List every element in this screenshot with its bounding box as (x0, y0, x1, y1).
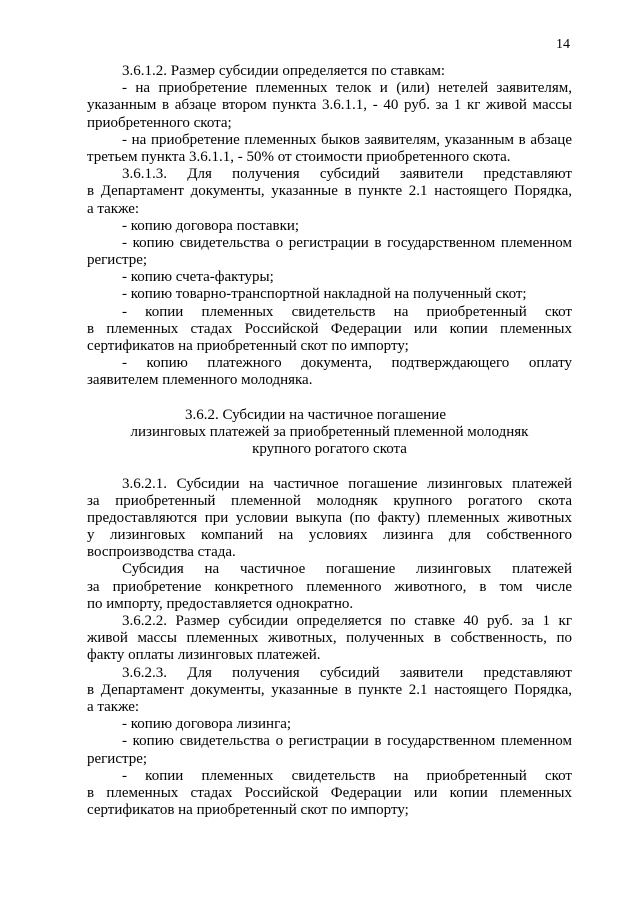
text-line: а также: (87, 200, 140, 217)
text-line: заявителем племенного молодняка. (87, 372, 313, 389)
clause-3-6-2-3 (87, 665, 572, 717)
document-item-leasing-contract (87, 716, 572, 733)
text-line: 3.6.2.2. Размер субсидии определяется по ставке 40 руб. за 1 кг (122, 613, 572, 629)
text-line: - копию товарно-транспортной накладной на полученный скот; (122, 286, 527, 303)
text-line: за приобретение конкретного племенного животного, в том числе (87, 578, 572, 595)
document-body (87, 63, 572, 819)
text-line: третьем пункта 3.6.1.1, - 50% от стоимости приобретенного скота. (87, 148, 511, 165)
rate-item-heifers (87, 80, 572, 132)
text-line: - копию договора поставки; (122, 217, 300, 234)
document-item-invoice (87, 269, 572, 286)
blank-line (87, 390, 572, 407)
text-line: живой массы племенных животных, полученных в собственность, по (87, 630, 572, 647)
text-line: 3.6.2.1. Субсидии на частичное погашение лизинговых платежей (122, 475, 572, 492)
text-line: - копию платежного документа, подтверждающего оплату (122, 355, 572, 372)
text-line: - копию счета-фактуры; (122, 269, 274, 286)
clause-3-6-2-1-one-time-subsidy (87, 561, 572, 613)
text-line: - копию свидетельства о регистрации в государственном племенном (122, 234, 572, 251)
page-number: 14 (556, 37, 570, 52)
text-line: - на приобретение племенных телок и (или) нетелей заявителям, (122, 80, 572, 97)
clause-3-6-1-2 (87, 63, 572, 80)
clause-3-6-2-2 (87, 613, 572, 665)
rate-item-bulls (87, 132, 572, 166)
text-line: по импорту, предоставляется однократно. (87, 595, 354, 612)
document-item-payment-document (87, 355, 572, 389)
text-line: - копии племенных свидетельств на приобретенный скот (122, 303, 572, 320)
document-item-supply-contract (87, 218, 572, 235)
text-line: - копии племенных свидетельств на приобретенный скот (122, 767, 572, 784)
text-line: 3.6.2.3. Для получения субсидий заявители представляют (122, 664, 572, 681)
text-line: за приобретенный племенной молодняк крупного рогатого скота (87, 492, 572, 509)
text-line: 3.6.1.2. Размер субсидии определяется по ставкам: (122, 63, 446, 79)
text-line: регистре; (87, 252, 148, 269)
text-line: в племенных стадах Российской Федерации или копии племенных (87, 784, 572, 801)
text-line: в Департамент документы, указанные в пункте 2.1 настоящего Порядка, (87, 183, 572, 200)
text-line: указанным в абзаце втором пункта 3.6.1.1, - 40 руб. за 1 кг живой массы (87, 97, 572, 114)
text-line: - копию свидетельства о регистрации в государственном племенном (122, 733, 572, 750)
text-line: в племенных стадах Российской Федерации или копии племенных (87, 320, 572, 337)
text-line: Субсидия на частичное погашение лизинговых платежей (122, 561, 572, 578)
document-item-breeding-certificates (87, 304, 572, 356)
document-item-breeding-certificates (87, 768, 572, 820)
document-item-registration-certificate (87, 235, 572, 269)
document-item-registration-certificate (87, 733, 572, 767)
text-line: предоставляются при условии выкупа (по факту) племенных животных (87, 509, 572, 526)
text-line: сертификатов на приобретенный скот по импорту; (87, 338, 409, 354)
heading-line: лизинговых платежей за приобретенный племенной молодняк (130, 423, 529, 440)
text-line: 3.6.1.3. Для получения субсидий заявители представляют (122, 166, 572, 183)
text-line: у лизинговых компаний на условиях лизинга для собственного (87, 527, 572, 544)
heading-line: крупного рогатого скота (252, 441, 407, 458)
clause-3-6-2-1 (87, 476, 572, 562)
text-line: - копию договора лизинга; (122, 716, 292, 733)
text-line: в Департамент документы, указанные в пункте 2.1 настоящего Порядка, (87, 681, 572, 698)
text-line: регистре; (87, 750, 148, 767)
text-line: приобретенного скота; (87, 114, 232, 131)
document-item-waybill (87, 286, 572, 303)
section-heading (87, 407, 572, 459)
text-line: воспроизводства стада. (87, 544, 236, 561)
text-line: факту оплаты лизинговых платежей. (87, 647, 321, 664)
heading-line: 3.6.2. Субсидии на частичное погашение (185, 406, 446, 423)
text-line: а также: (87, 698, 140, 715)
text-line: сертификатов на приобретенный скот по импорту; (87, 802, 409, 819)
text-line: - на приобретение племенных быков заявителям, указанным в абзаце (122, 131, 572, 148)
clause-3-6-1-3 (87, 166, 572, 218)
blank-line (87, 458, 572, 475)
